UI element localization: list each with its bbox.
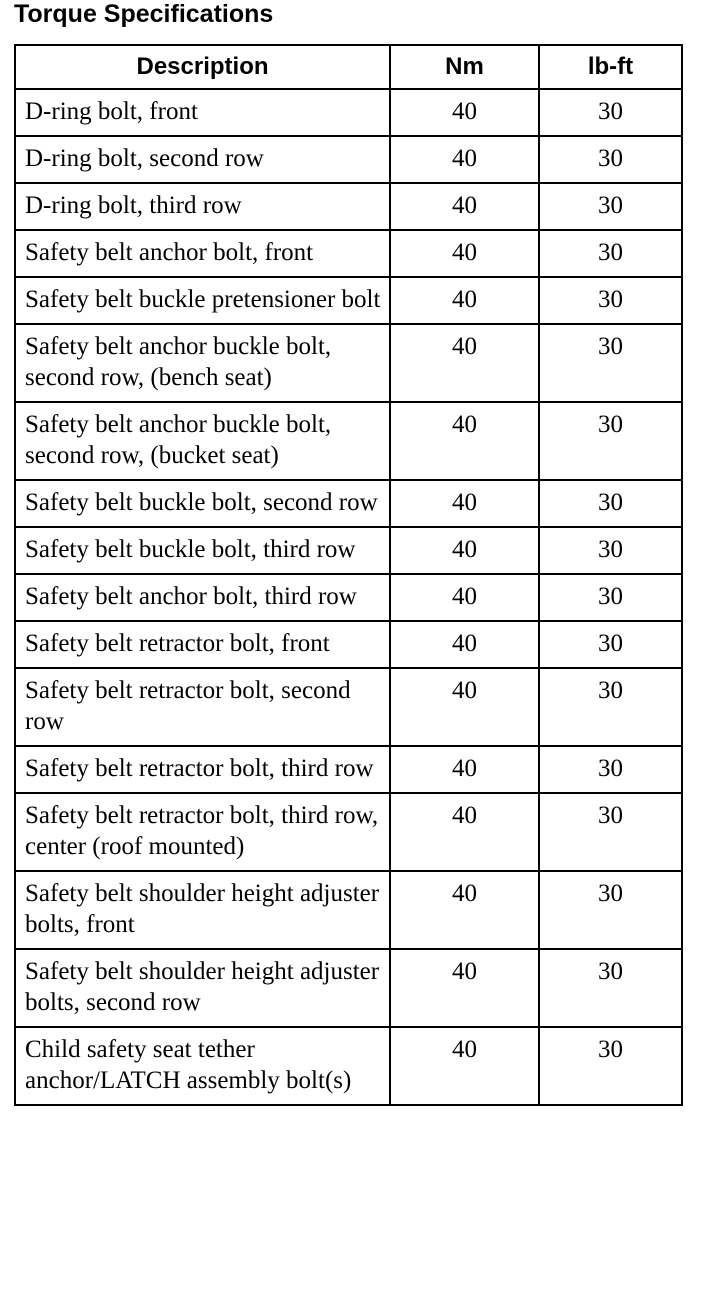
row-lbft-value: 30: [539, 402, 682, 480]
row-nm-value: 40: [390, 746, 539, 793]
row-description: Safety belt retractor bolt, third row: [15, 746, 390, 793]
row-nm-value: 40: [390, 793, 539, 871]
row-nm-value: 40: [390, 1027, 539, 1105]
row-description: D-ring bolt, third row: [15, 183, 390, 230]
row-lbft-value: 30: [539, 136, 682, 183]
row-nm-value: 40: [390, 871, 539, 949]
row-lbft-value: 30: [539, 621, 682, 668]
torque-specifications-table: [14, 44, 683, 1106]
table-row: [15, 402, 682, 480]
row-nm-value: 40: [390, 668, 539, 746]
column-header-description: Description: [15, 45, 390, 89]
row-nm-value: 40: [390, 480, 539, 527]
row-lbft-value: 30: [539, 949, 682, 1027]
table-row: [15, 527, 682, 574]
row-description: Safety belt shoulder height adjuster bolts, front: [15, 871, 390, 949]
row-description: Safety belt retractor bolt, front: [15, 621, 390, 668]
row-lbft-value: 30: [539, 230, 682, 277]
table-row: [15, 668, 682, 746]
row-description: Safety belt buckle pretensioner bolt: [15, 277, 390, 324]
row-nm-value: 40: [390, 527, 539, 574]
row-nm-value: 40: [390, 89, 539, 136]
row-description: Safety belt anchor bolt, third row: [15, 574, 390, 621]
row-nm-value: 40: [390, 277, 539, 324]
table-header-row: [15, 45, 682, 89]
row-lbft-value: 30: [539, 574, 682, 621]
table-row: [15, 136, 682, 183]
row-description: Safety belt buckle bolt, third row: [15, 527, 390, 574]
row-description: Safety belt anchor buckle bolt, second row, (bench seat): [15, 324, 390, 402]
row-nm-value: 40: [390, 402, 539, 480]
table-row: [15, 89, 682, 136]
table-row: [15, 480, 682, 527]
row-lbft-value: 30: [539, 527, 682, 574]
row-description: D-ring bolt, second row: [15, 136, 390, 183]
row-lbft-value: 30: [539, 324, 682, 402]
row-description: D-ring bolt, front: [15, 89, 390, 136]
table-row: [15, 793, 682, 871]
row-description: Safety belt anchor bolt, front: [15, 230, 390, 277]
table-row: [15, 949, 682, 1027]
column-header-lbft: lb-ft: [539, 45, 682, 89]
table-row: [15, 746, 682, 793]
row-nm-value: 40: [390, 183, 539, 230]
row-lbft-value: 30: [539, 277, 682, 324]
table-row: [15, 871, 682, 949]
row-lbft-value: 30: [539, 793, 682, 871]
row-nm-value: 40: [390, 621, 539, 668]
row-lbft-value: 30: [539, 183, 682, 230]
table-row: [15, 230, 682, 277]
table-row: [15, 277, 682, 324]
column-header-nm: Nm: [390, 45, 539, 89]
table-row: [15, 574, 682, 621]
row-lbft-value: 30: [539, 746, 682, 793]
table-row: [15, 324, 682, 402]
row-nm-value: 40: [390, 136, 539, 183]
table-row: [15, 621, 682, 668]
row-nm-value: 40: [390, 230, 539, 277]
table-row: [15, 183, 682, 230]
row-nm-value: 40: [390, 949, 539, 1027]
page-title: Torque Specifications: [14, 0, 274, 28]
row-lbft-value: 30: [539, 668, 682, 746]
row-description: Safety belt retractor bolt, second row: [15, 668, 390, 746]
row-nm-value: 40: [390, 574, 539, 621]
row-lbft-value: 30: [539, 1027, 682, 1105]
row-lbft-value: 30: [539, 871, 682, 949]
table-row: [15, 1027, 682, 1105]
row-description: Safety belt retractor bolt, third row, center (roof mounted): [15, 793, 390, 871]
row-description: Child safety seat tether anchor/LATCH assembly bolt(s): [15, 1027, 390, 1105]
row-lbft-value: 30: [539, 480, 682, 527]
row-description: Safety belt shoulder height adjuster bolts, second row: [15, 949, 390, 1027]
row-description: Safety belt anchor buckle bolt, second row, (bucket seat): [15, 402, 390, 480]
row-description: Safety belt buckle bolt, second row: [15, 480, 390, 527]
row-lbft-value: 30: [539, 89, 682, 136]
row-nm-value: 40: [390, 324, 539, 402]
